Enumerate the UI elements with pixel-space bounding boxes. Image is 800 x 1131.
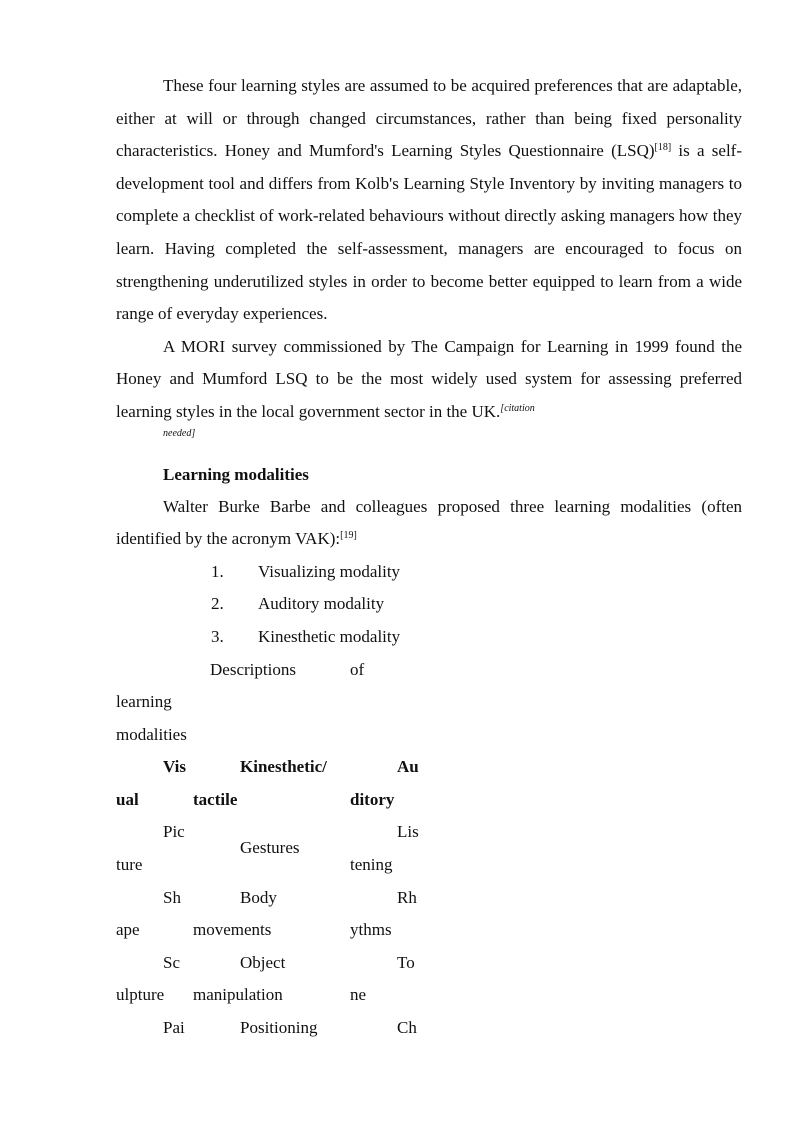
table-header-row xyxy=(116,751,430,816)
header-visual: Vis ual xyxy=(116,757,186,809)
section-heading: Learning modalities xyxy=(163,464,309,484)
citation-needed-tag[interactable]: [citation xyxy=(500,402,535,414)
paragraph-mori-survey xyxy=(116,331,742,441)
paragraph-text: A MORI survey commissioned by The Campaign for Learning in 1999 found the Honey and Mumford LSQ to be the most widely used system for assessing preferred learning styles in the local government sector in the UK. xyxy=(116,336,742,421)
paragraph-text: is a self-development tool and differs from Kolb's Learning Style Inventory by inviting managers to complete a checklist of work-related behaviours without directly asking managers how they learn. Having completed the self-assessment, managers are encouraged to focus on strengthening underutilized styles in order to become better equipped to learn from a wide range of everyday experiences. xyxy=(116,141,742,324)
table-row: Sh ape Body movements Rh ythms xyxy=(116,887,417,940)
table-row: Pai Positioning Ch xyxy=(163,1018,417,1038)
header-kinesthetic: Kinesthetic/ tactile xyxy=(193,757,327,809)
list-item: 1. Visualizing modality xyxy=(211,561,401,581)
modalities-list xyxy=(116,556,742,654)
list-item: 2. Auditory modality xyxy=(211,594,385,614)
table-row: Pic ture Gestures Lis tening xyxy=(116,822,419,875)
document-page xyxy=(116,70,742,1045)
paragraph-text: Walter Burke Barbe and colleagues proposed three learning modalities (often identified by the acronym VAK): xyxy=(116,496,742,549)
citation-ref-19[interactable]: [19] xyxy=(340,530,357,542)
citation-needed-tag-cont[interactable]: needed] xyxy=(163,427,196,439)
modalities-table xyxy=(116,751,430,1044)
table-row: Sc ulpture Object manipulation To ne xyxy=(116,952,415,1005)
citation-ref-18[interactable]: [18] xyxy=(654,142,672,154)
paragraph-learning-styles xyxy=(116,70,742,331)
table-caption: Descriptions oflearning modalities xyxy=(116,659,365,744)
paragraph-text: These four learning styles are assumed to be acquired preferences that are adaptable, either at will or through changed circumstances, rather than being fixed personality characteristics. Honey and Mumford's Learning Styles Questionnaire (LSQ) xyxy=(116,76,742,161)
list-item: 3. Kinesthetic modality xyxy=(211,626,401,646)
paragraph-vak xyxy=(116,491,742,556)
header-auditory: Au ditory xyxy=(350,757,419,809)
